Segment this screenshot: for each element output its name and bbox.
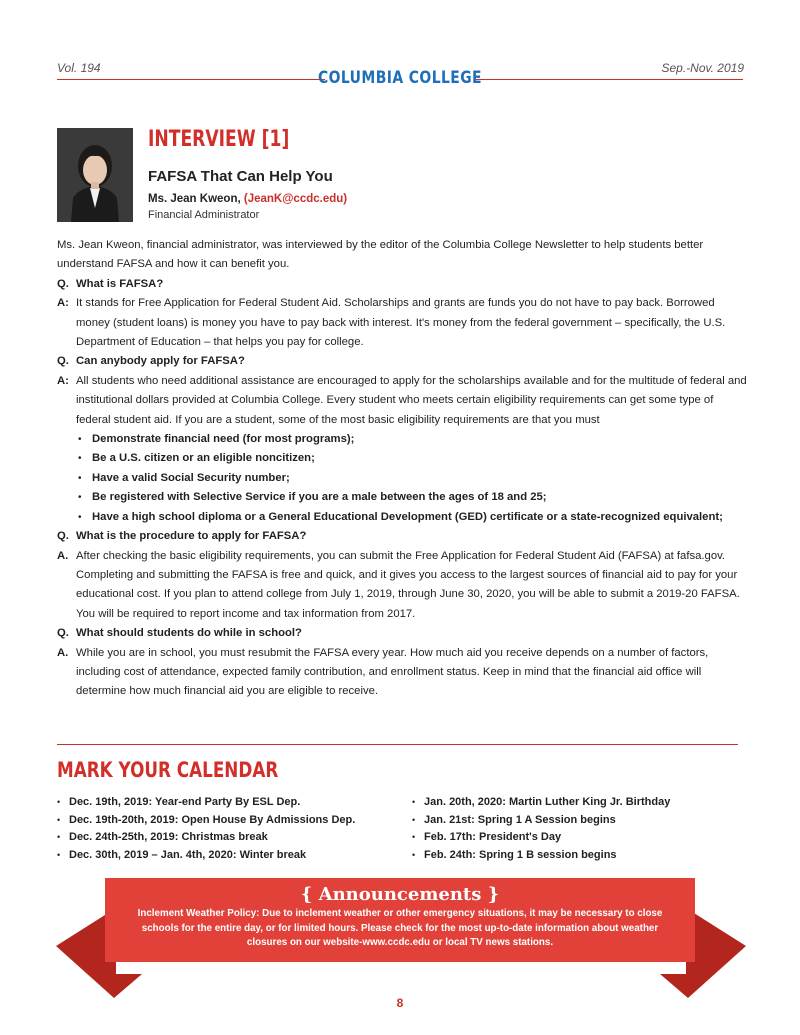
calendar-item: • Feb. 24th: Spring 1 B session begins bbox=[412, 847, 732, 865]
interview-section-title: INTERVIEW [1] bbox=[148, 127, 290, 152]
announcements-box bbox=[105, 878, 695, 962]
list-item: • Have a valid Social Security number; bbox=[76, 469, 747, 488]
question-text: Can anybody apply for FAFSA? bbox=[76, 355, 245, 368]
list-item: • Be a U.S. citizen or an eligible noncitizen; bbox=[76, 449, 747, 468]
answer-label: A. bbox=[57, 646, 69, 659]
intro-paragraph: Ms. Jean Kweon, financial administrator, was interviewed by the editor of the Columbia College Newsletter to help students better understand FAFSA and how it can benefit you. bbox=[57, 239, 704, 271]
list-item: • Have a high school diploma or a General Educational Development (GED) certificate or a state-recognized equivalent; bbox=[76, 508, 747, 527]
answer-text: After checking the basic eligibility requirements, you can submit the Free Application for Federal Student Aid (FAFSA) at fafsa.gov. Completing and submitting the FAFSA is free and quick, and it gives you access to the largest sources of financial aid to pay for your educational cost. If you plan to attend college from July 1, 2019, through June 30, 2020, you will be able to submit a 2019-20 FAFSA. You will be required to report income and tax information from 2017. bbox=[76, 549, 740, 620]
interview-body bbox=[57, 236, 747, 702]
calendar-item: • Feb. 17th: President's Day bbox=[412, 829, 732, 847]
calendar-item: • Jan. 20th, 2020: Martin Luther King Jr. Birthday bbox=[412, 794, 732, 812]
announcements-text: Inclement Weather Policy: Due to inclement weather or other emergency situations, it may be necessary to close schools for the entire day, or for limited hours. Please check for the most up-to-date information about weather closures on our website-www.ccdc.edu or local TV news stations. bbox=[137, 908, 663, 948]
list-item: • Demonstrate financial need (for most programs); bbox=[76, 430, 747, 449]
author-email: (JeanK@ccdc.edu) bbox=[243, 193, 348, 205]
answer-1 bbox=[57, 294, 747, 352]
question-label: Q. bbox=[57, 530, 69, 543]
calendar-item: • Dec. 30th, 2019 – Jan. 4th, 2020: Winter break bbox=[57, 847, 377, 865]
calendar-section-title: MARK YOUR CALENDAR bbox=[57, 758, 279, 782]
answer-label: A: bbox=[57, 297, 69, 310]
answer-label: A: bbox=[57, 374, 69, 387]
author-name: Ms. Jean Kweon, bbox=[148, 193, 241, 205]
calendar-list-right bbox=[412, 794, 732, 864]
list-item: • Be registered with Selective Service if you are a male between the ages of 18 and 25; bbox=[76, 488, 747, 507]
author-role: Financial Administrator bbox=[148, 209, 260, 221]
question-text: What should students do while in school? bbox=[76, 627, 302, 640]
question-label: Q. bbox=[57, 627, 69, 640]
question-3 bbox=[57, 527, 747, 546]
author-byline bbox=[148, 193, 347, 205]
answer-label: A. bbox=[57, 549, 69, 562]
calendar-item: • Dec. 19th, 2019: Year-end Party By ESL Dep. bbox=[57, 794, 377, 812]
answer-text: While you are in school, you must resubmit the FAFSA every year. How much aid you receive depends on a number of factors, including cost of attendance, expected family contribution, and enrollment status. Keep in mind that the financial aid office will determine how much financial aid you are eligible to receive. bbox=[76, 646, 709, 698]
question-label: Q. bbox=[57, 355, 69, 368]
question-2 bbox=[57, 352, 747, 371]
masthead-title: COLUMBIA COLLEGE bbox=[317, 68, 482, 88]
calendar-item: • Jan. 21st: Spring 1 A Session begins bbox=[412, 812, 732, 830]
calendar-item: • Dec. 24th-25th, 2019: Christmas break bbox=[57, 829, 377, 847]
volume-label: Vol. 194 bbox=[57, 61, 101, 75]
question-4 bbox=[57, 624, 747, 643]
question-label: Q. bbox=[57, 277, 69, 290]
question-text: What is the procedure to apply for FAFSA? bbox=[76, 530, 307, 543]
answer-2 bbox=[57, 372, 747, 527]
question-1 bbox=[57, 275, 747, 294]
article-title: FAFSA That Can Help You bbox=[148, 168, 333, 185]
eligibility-list bbox=[76, 430, 747, 527]
answer-text: It stands for Free Application for Federal Student Aid. Scholarships and grants are funds you do not have to pay back. Borrowed money (student loans) is money you have to pay back with interest. It's money from the federal government – specifically, the U.S. Department of Education – that helps you pay for college. bbox=[76, 297, 726, 349]
question-text: What is FAFSA? bbox=[76, 277, 164, 290]
issue-date: Sep.-Nov. 2019 bbox=[661, 61, 744, 75]
page-number: 8 bbox=[396, 996, 404, 1010]
calendar-list-left bbox=[57, 794, 377, 864]
section-divider bbox=[57, 744, 738, 745]
calendar-item: • Dec. 19th-20th, 2019: Open House By Admissions Dep. bbox=[57, 812, 377, 830]
answer-3 bbox=[57, 547, 747, 625]
announcements-title: { Announcements } bbox=[300, 884, 500, 905]
author-photo bbox=[57, 128, 133, 222]
answer-4 bbox=[57, 644, 747, 702]
answer-text: All students who need additional assistance are encouraged to apply for the scholarships available and for the multitude of federal and institutional dollars provided at Columbia College. Every student who meets certain eligibility requirements can get some type of federal student aid. If you are a student, some of the most basic eligibility requirements are that you must bbox=[76, 374, 747, 426]
